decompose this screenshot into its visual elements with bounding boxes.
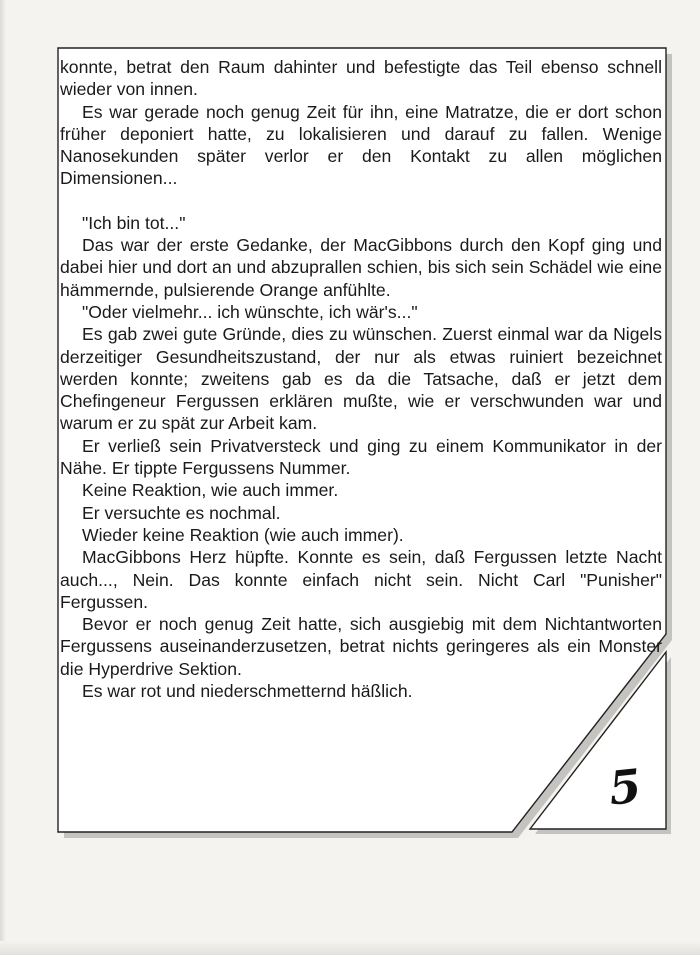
paragraph: Er verließ sein Privatversteck und ging zu einem Kommunikator in der Nähe. Er tippte Fergussens Nummer.: [60, 435, 662, 479]
paragraph: "Oder vielmehr... ich wünschte, ich wär's...": [82, 301, 418, 322]
paragraph: Bevor er noch genug Zeit hatte, sich ausgiebig mit dem Nichtantworten Fergussens auseinanderzusetzen, betrat nichts geringeres als ein Monster die Hyperdrive Sektion.: [60, 614, 662, 679]
paragraph: Das war der erste Gedanke, der MacGibbons durch den Kopf ging und dabei hier und dort an und abzuprallen schien, bis sich sein Schädel wie eine hämmernde, pulsierende Orange anfühlte.: [60, 235, 662, 300]
paragraph: MacGibbons Herz hüpfte. Konnte es sein, daß Fergussen letzte Nacht auch..., Nein. Das konnte einfach nicht sein. Nicht Carl "Punisher" Fergussen.: [60, 547, 662, 612]
paragraph: Es gab zwei gute Gründe, dies zu wünschen. Zuerst einmal war da Nigels derzeitiger Gesundheitszustand, der nur als etwas ruiniert bezeichnet werden konnte; zweitens gab es da die Tatsache, daß er jetzt dem Chefingeneur Fergussen erklären mußte, wie er verschwunden war und warum er zu spät zur Arbeit kam.: [60, 324, 662, 434]
page-number: 5: [606, 758, 644, 816]
page-bottom-shadow: [0, 941, 700, 955]
paragraph: Wieder keine Reaktion (wie auch immer).: [82, 524, 404, 545]
paragraph: Es war rot und niederschmetternd häßlich.: [82, 681, 413, 702]
paragraph: Es war gerade noch genug Zeit für ihn, eine Matratze, die er dort schon früher deponiert hatte, zu lokalisieren und darauf zu fallen. Wenige Nanosekunden später verlor er den Kontakt zu allen möglichen Dimensionen...: [60, 101, 662, 189]
paragraph: Keine Reaktion, wie auch immer.: [82, 480, 339, 501]
story-text: [60, 56, 662, 702]
paragraph: "Ich bin tot...": [82, 212, 186, 233]
paragraph: konnte, betrat den Raum dahinter und befestigte das Teil ebenso schnell wieder von innen.: [60, 57, 662, 100]
paragraph: Er versuchte es nochmal.: [82, 502, 281, 523]
